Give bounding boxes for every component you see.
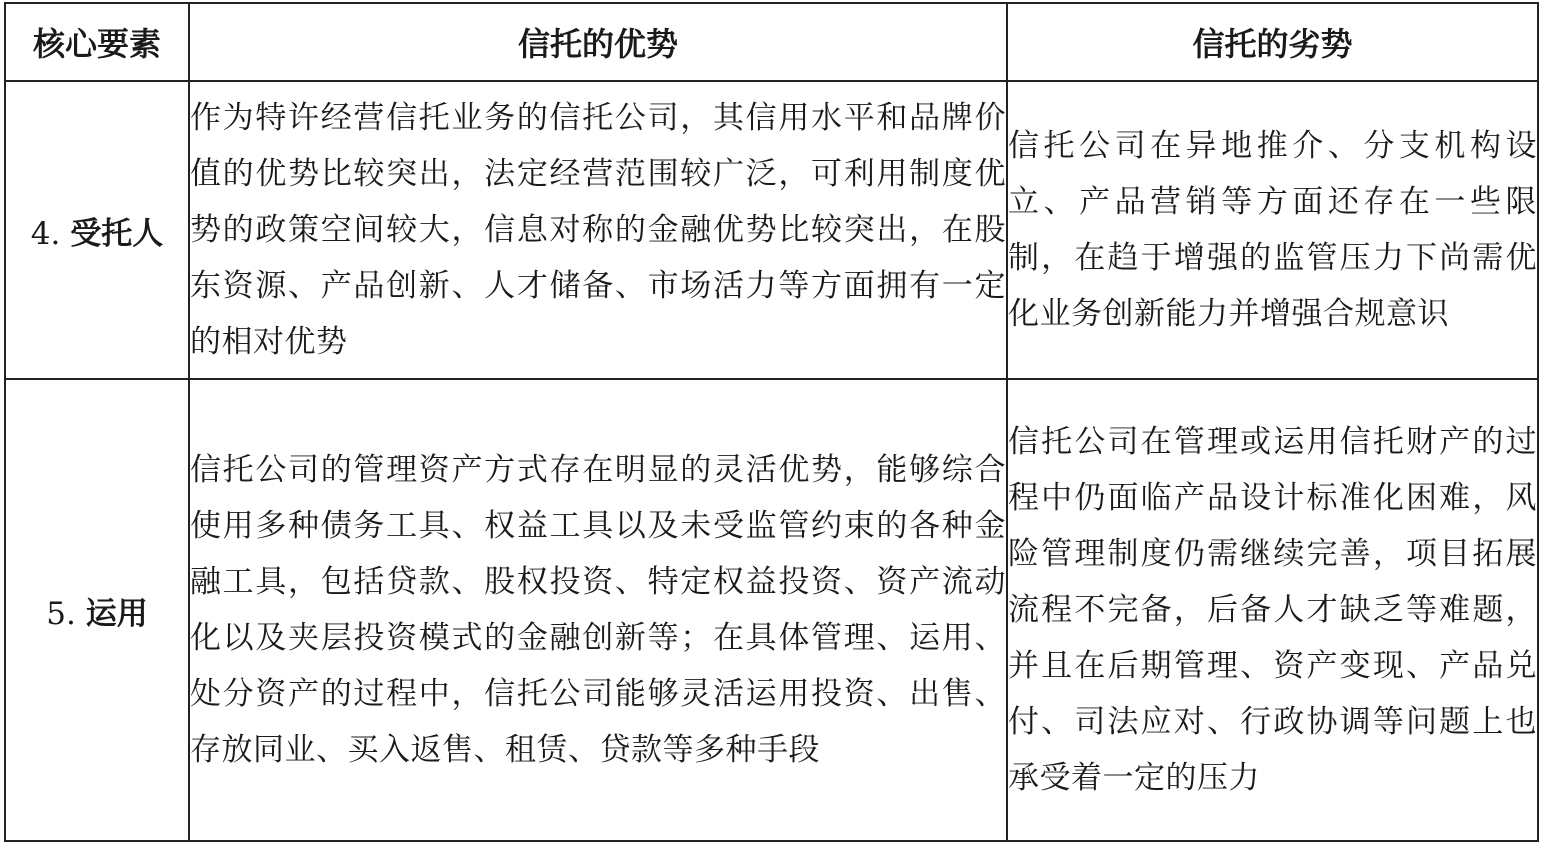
table-row [5,379,1538,841]
header-advantage: 信托的优势 [189,3,1007,81]
row-number: 4. [30,215,61,252]
header-row [5,3,1538,81]
row-number: 5. [46,595,76,632]
row-label: 运用 [85,595,148,632]
row-key-trustee [5,81,189,379]
row-key-application [5,379,189,841]
row-label: 受托人 [70,215,164,252]
trust-comparison-table [4,2,1539,842]
header-disadvantage: 信托的劣势 [1007,3,1538,81]
disadvantage-cell: 信托公司在管理或运用信托财产的过程中仍面临产品设计标准化困难，风险管理制度仍需继续完善，项目拓展流程不完备，后备人才缺乏等难题，并且在后期管理、资产变现、产品兑付、司法应对、行政协调等问题上也承受着一定的压力 [1007,379,1538,841]
table-row [5,81,1538,379]
disadvantage-cell: 信托公司在异地推介、分支机构设立、产品营销等方面还存在一些限制，在趋于增强的监管压力下尚需优化业务创新能力并增强合规意识 [1007,81,1538,379]
header-core-element: 核心要素 [5,3,189,81]
advantage-cell: 信托公司的管理资产方式存在明显的灵活优势，能够综合使用多种债务工具、权益工具以及未受监管约束的各种金融工具，包括贷款、股权投资、特定权益投资、资产流动化以及夹层投资模式的金融创新等；在具体管理、运用、处分资产的过程中，信托公司能够灵活运用投资、出售、存放同业、买入返售、租赁、贷款等多种手段 [189,379,1007,841]
advantage-cell: 作为特许经营信托业务的信托公司，其信用水平和品牌价值的优势比较突出，法定经营范围较广泛，可利用制度优势的政策空间较大，信息对称的金融优势比较突出，在股东资源、产品创新、人才储备、市场活力等方面拥有一定的相对优势 [189,81,1007,379]
